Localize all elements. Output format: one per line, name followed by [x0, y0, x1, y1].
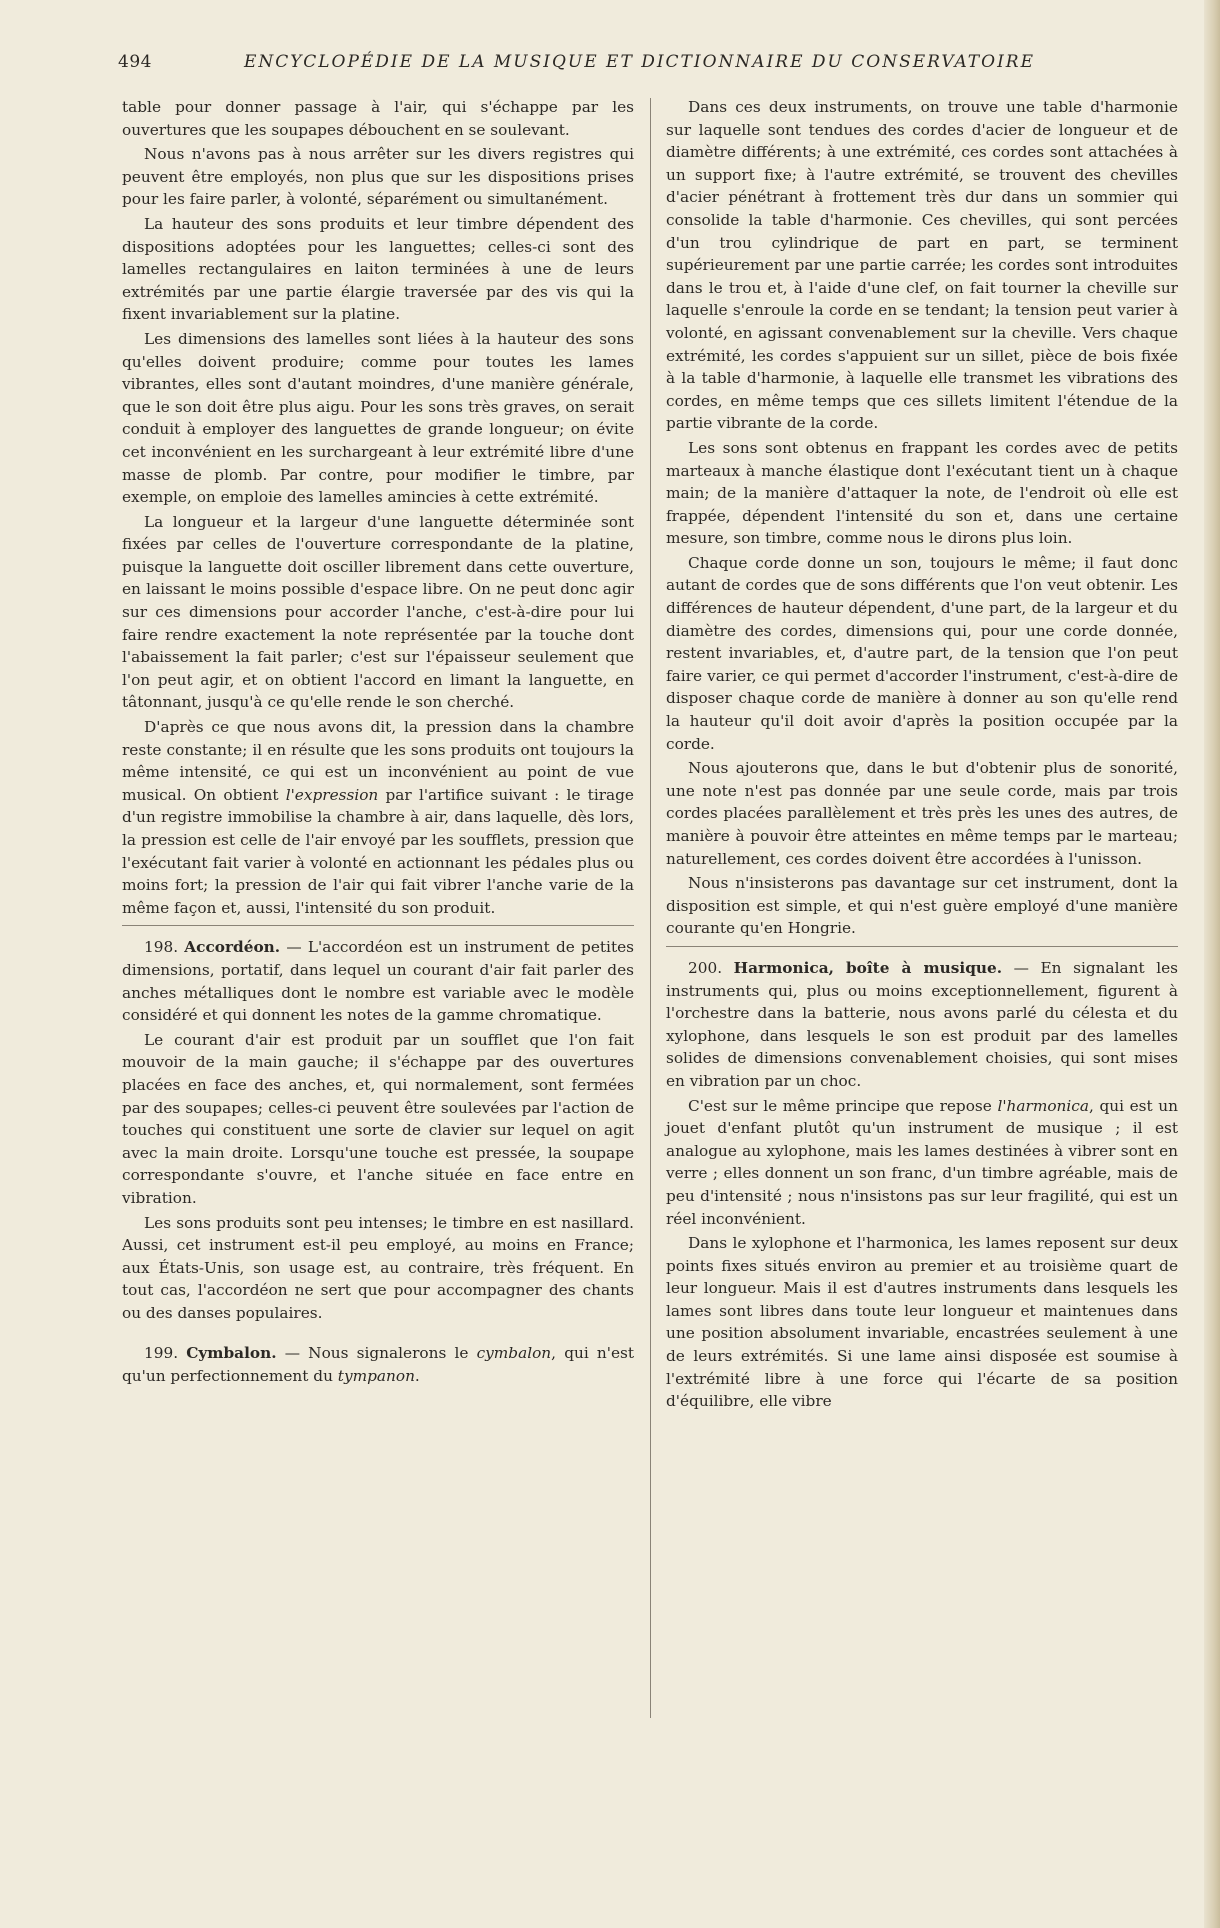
section-rule	[666, 946, 1178, 947]
paragraph: table pour donner passage à l'air, qui s'échappe par les ouvertures que les soupapes débouchent en se soulevant.	[122, 98, 634, 139]
paragraph: Les sons produits sont peu intenses; le timbre en est nasillard. Aussi, cet instrument est-il peu employé, au moins en France; aux États-Unis, son usage est, au contraire, très fréquent. En tout cas, l'accordéon ne sert que pour accompagner des chants ou des danses populaires.	[122, 1213, 634, 1322]
section-rule	[122, 925, 634, 926]
italic-term: tympanon	[337, 1367, 415, 1386]
section-200	[666, 957, 1178, 1093]
paragraph: Le courant d'air est produit par un soufflet que l'on fait mouvoir de la main gauche; il s'échappe par des ouvertures placées en face des anches, et, qui normalement, sont fermées par des soupapes; celles-ci peuvent être soulevées par l'action de touches qui constituent une sorte de clavier sur lequel on agit avec la main droite. Lorsqu'une touche est pressée, la soupape correspondante s'ouvre, et l'anche située en face entre en vibration.	[122, 1030, 634, 1207]
text-run: — En signalant les instruments qui, plus ou moins exceptionnellement, figurent à l'orchestre dans la batterie, nous avons parlé du célesta et du xylophone, dans lesquels le son est produit par des lamelles solides de dimensions convenablement choisies, qui sont mises en vibration par un choc.	[666, 958, 1178, 1090]
text-run: , qui est un jouet d'enfant plutôt qu'un instrument de musique ; il est analogue au xylophone, mais les lames destinées à vibrer sont en verre ; elles donnent un son franc, d'un timbre agréable, mais de peu d'intensité ; nous n'insistons pas sur leur fragilité, qui est un réel inconvénient.	[666, 1096, 1178, 1228]
page-edge	[1204, 0, 1220, 1928]
section-198	[122, 936, 634, 1026]
section-199	[122, 1342, 634, 1387]
text-run: — L'accordéon est un instrument de petites dimensions, portatif, dans lequel un courant d'air fait parler des anches métalliques dont le nombre est variable avec le modèle considéré et qui donnent les notes de la gamme chromatique.	[122, 938, 634, 1025]
paragraph: Dans le xylophone et l'harmonica, les lames reposent sur deux points fixes situés environ au premier et au troisième quart de leur longueur. Mais il est d'autres instruments dans lesquels les lames sont libres dans toute leur longueur et maintenues dans une position absolument invariable, encastrées seulement à une de leurs extrémités. Si une lame ainsi disposée est soumise à l'extrémité libre à une force qui l'écarte de sa position d'équilibre, elle vibre	[666, 1234, 1178, 1411]
paragraph	[122, 716, 634, 919]
paragraph: Nous n'insisterons pas davantage sur cet instrument, dont la disposition est simple, et qui n'est guère employé d'une manière courante qu'en Hongrie.	[666, 874, 1178, 938]
right-column	[666, 96, 1178, 1736]
text-run: D'après ce que nous avons dit, la pression dans la chambre reste constante; il en résulte que les sons produits ont toujours la même intensité, ce qui est un inconvénient au point de vue musical. On obtient	[122, 718, 634, 804]
italic-term: l'harmonica	[997, 1096, 1089, 1115]
left-column	[122, 96, 634, 1736]
paragraph: La longueur et la largeur d'une languette déterminée sont fixées par celles de l'ouverture correspondante de la platine, puisque la languette doit osciller librement dans cette ouverture, en laissant le moins possible d'espace libre. On ne peut donc agir sur ces dimensions pour accorder l'anche, c'est-à-dire pour lui faire rendre exactement la note représentée par la touche dont l'abaissement la fait parler; c'est sur l'épaisseur seulement que l'on peut agir, et on obtient l'accord en limant la languette, en tâtonnant, jusqu'à ce qu'elle rende le son cherché.	[122, 512, 634, 712]
section-title: Cymbalon.	[186, 1344, 277, 1363]
text-run: C'est sur le même principe que repose	[688, 1096, 998, 1115]
text-run: par l'artifice suivant : le tirage d'un registre immobilise la chambre à air, dans laquelle, dès lors, la pression est celle de l'air envoyé par les soufflets, pression que l'exécutant fait varier à volonté en actionnant les pédales plus ou moins fort; la pression de l'air qui fait vibrer l'anche varie de la même façon et, aussi, l'intensité du son produit.	[122, 785, 634, 917]
section-title: Harmonica, boîte à musique.	[733, 958, 1003, 977]
paragraph: Nous ajouterons que, dans le but d'obtenir plus de sonorité, une note n'est pas donnée par une seule corde, mais par trois cordes placées parallèlement et très près les unes des autres, de manière à pouvoir être atteintes en même temps par le marteau; naturellement, ces cordes doivent être accordées à l'unisson.	[666, 759, 1178, 868]
page-number: 494	[118, 52, 152, 72]
section-title: Accordéon.	[184, 938, 281, 957]
text-run: — Nous signalerons le	[276, 1344, 477, 1363]
column-rule	[650, 98, 651, 1718]
section-number: 198.	[144, 938, 185, 957]
paragraph: Nous n'avons pas à nous arrêter sur les divers registres qui peuvent être employés, non plus que sur les dispositions prises pour les faire parler, à volonté, séparément ou simultanément.	[122, 145, 634, 209]
paragraph: Chaque corde donne un son, toujours le même; il faut donc autant de cordes que de sons différents que l'on veut obtenir. Les différences de hauteur dépendent, d'une part, de la largeur et du diamètre des cordes, dimensions qui, pour une corde donnée, restent invariables, et, d'autre part, de la tension que l'on peut faire varier, ce qui permet d'accorder l'instrument, c'est-à-dire de disposer chaque corde de manière à donner au son qu'elle rend la hauteur qu'il doit avoir d'après la position occupée par la corde.	[666, 553, 1178, 753]
paragraph: Les dimensions des lamelles sont liées à la hauteur des sons qu'elles doivent produire; comme pour toutes les lames vibrantes, elles sont d'autant moindres, d'une manière générale, que le son doit être plus aigu. Pour les sons très graves, on serait conduit à employer des languettes de grande longueur; on évite cet inconvénient en les surchargeant à leur extrémité libre d'une masse de plomb. Par contre, pour modifier le timbre, par exemple, on emploie des lamelles amincies à cette extrémité.	[122, 329, 634, 507]
running-title: ENCYCLOPÉDIE DE LA MUSIQUE ET DICTIONNAIRE DU CONSERVATOIRE	[244, 52, 1035, 72]
text-run: , qui n'est qu'un perfectionnement du	[122, 1344, 634, 1386]
section-number: 200.	[688, 958, 734, 977]
paragraph	[666, 1095, 1178, 1231]
paragraph: Dans ces deux instruments, on trouve une table d'harmonie sur laquelle sont tendues des cordes d'acier de longueur et de diamètre différents; à une extrémité, ces cordes sont attachées à un support fixe; à l'autre extrémité, se trouvent des chevilles d'acier pénétrant à frottement très dur dans un sommier qui consolide la table d'harmonie. Ces chevilles, qui sont percées d'un trou cylindrique de part en part, se terminent supérieurement par une partie carrée; les cordes sont introduites dans le trou et, à l'aide d'une clef, on fait tourner la cheville sur laquelle s'enroule la corde en se tendant; la tension peut varier à volonté, en agissant convenablement sur la cheville. Vers chaque extrémité, les cordes s'appuient sur un sillet, pièce de bois fixée à la table d'harmonie, à laquelle elle transmet les vibrations des cordes, en même temps que ces sillets limitent l'étendue de la partie vibrante de la corde.	[666, 98, 1178, 433]
paragraph: La hauteur des sons produits et leur timbre dépendent des dispositions adoptées pour les languettes; celles-ci sont des lamelles rectangulaires en laiton terminées à une de leurs extrémités par une partie élargie traversée par des vis qui la fixent invariablement sur la platine.	[122, 214, 634, 324]
italic-term: cymbalon	[476, 1344, 552, 1363]
section-number: 199.	[144, 1344, 187, 1363]
paragraph: Les sons sont obtenus en frappant les cordes avec de petits marteaux à manche élastique dont l'exécutant tient un à chaque main; de la manière d'attaquer la note, de l'endroit où elle est frappée, dépendent l'intensité du son et, dans une certaine mesure, son timbre, comme nous le dirons plus loin.	[666, 438, 1178, 548]
section-gap	[122, 1326, 634, 1342]
italic-term: l'expression	[285, 785, 379, 804]
text-run: .	[414, 1367, 420, 1386]
